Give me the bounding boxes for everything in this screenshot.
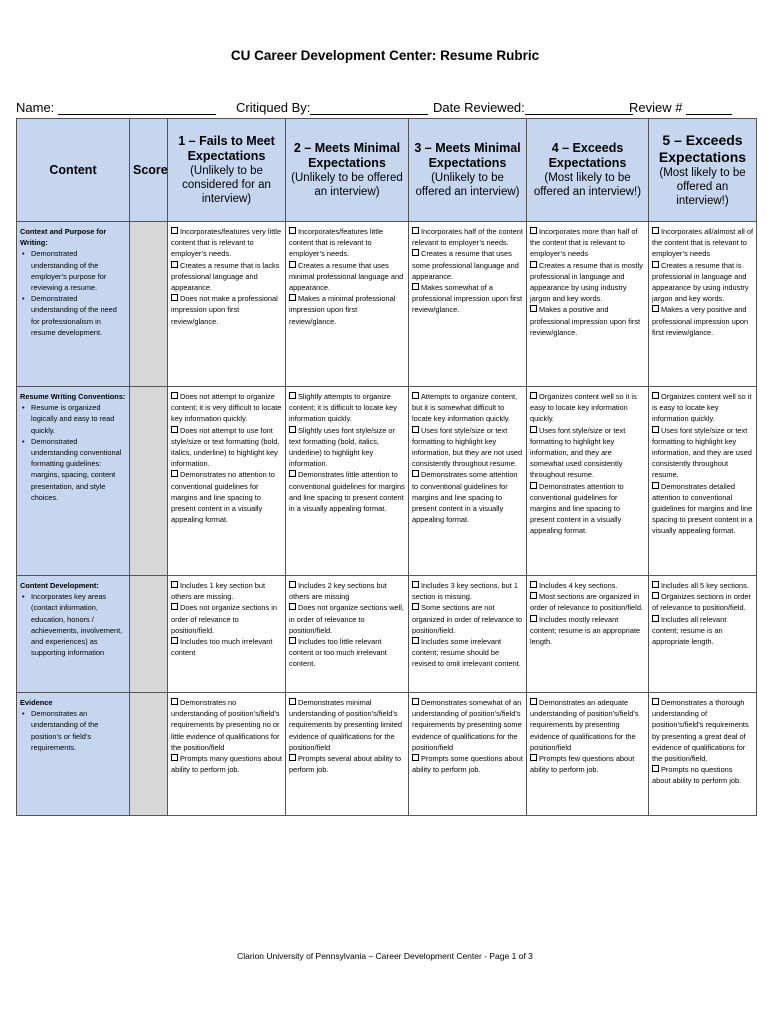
- criterion-points: [20, 402, 126, 503]
- checklist-item: [530, 591, 645, 613]
- checkbox-icon[interactable]: [171, 754, 178, 761]
- content-cell: [17, 576, 130, 693]
- level-4-cell: [527, 693, 649, 816]
- level-1-cell: [168, 693, 286, 816]
- checkbox-icon[interactable]: [412, 249, 419, 256]
- checklist-text: Demonstrates detailed attention to conventional guidelines for margins and line spacing to present content in a visually appealing format.: [652, 481, 753, 536]
- level-5-cell: [649, 387, 757, 576]
- checklist-text: Demonstrates a thorough understanding of position’s/field’s requirements by presenting a great deal of evidence of qualifications for the position/field.: [652, 698, 749, 764]
- checklist-item: [652, 580, 753, 591]
- rubric-row: [17, 387, 757, 576]
- level-3-cell: [409, 693, 527, 816]
- checkbox-icon[interactable]: [652, 305, 659, 312]
- level-subtitle: (Unlikely to be offered an interview): [415, 172, 520, 198]
- checklist-text: Demonstrates minimal understanding of position’s/field’s requirements by presenting limited evidence of qualifications for the position/field: [289, 698, 402, 752]
- checklist-text: Makes a positive and professional impression upon first review/glance.: [530, 305, 641, 337]
- checkbox-icon[interactable]: [412, 754, 419, 761]
- rubric-row: [17, 693, 757, 816]
- checklist-item: [530, 260, 645, 305]
- checklist-item: [652, 260, 753, 305]
- checklist-text: Incorporates/features very little content that is relevant to employer’s needs.: [171, 227, 282, 259]
- checkbox-icon[interactable]: [171, 227, 178, 234]
- checklist-item: [530, 580, 645, 591]
- checklist-item: [412, 602, 523, 636]
- level-5-header: [649, 119, 757, 222]
- checkbox-icon[interactable]: [652, 227, 659, 234]
- critiqued-label: Critiqued By:: [236, 100, 311, 115]
- checklist-text: Attempts to organize content, but it is somewhat difficult to locate key information quickly.: [412, 392, 518, 424]
- checklist-text: Uses font style/size or text formatting to highlight key information, and they are somewhat used consistently throughout resume.: [530, 425, 626, 480]
- checkbox-icon[interactable]: [652, 426, 659, 433]
- criterion-title: Resume Writing Conventions:: [20, 392, 126, 401]
- checkbox-icon[interactable]: [530, 581, 537, 588]
- checkbox-icon[interactable]: [530, 592, 537, 599]
- level-2-cell: [286, 222, 409, 387]
- level-4-cell: [527, 387, 649, 576]
- checkbox-icon[interactable]: [412, 581, 419, 588]
- criterion-title: Evidence: [20, 698, 53, 707]
- criterion-points: [20, 591, 126, 658]
- checklist-item: [289, 226, 405, 260]
- criterion-point: • Demonstrated understanding conventional formatting guidelines: margins, spacing, content presentation, and style choices.: [31, 436, 126, 503]
- checklist-text: Makes a very positive and professional impression upon first review/glance.: [652, 305, 749, 337]
- checklist-item: [412, 248, 523, 282]
- checklist-item: [412, 580, 523, 602]
- checklist-item: [530, 481, 645, 537]
- checklist-item: [652, 226, 753, 260]
- checkbox-icon[interactable]: [530, 754, 537, 761]
- checkbox-icon[interactable]: [652, 581, 659, 588]
- level-3-cell: [409, 222, 527, 387]
- checklist-text: Prompts several about ability to perform job.: [289, 754, 402, 775]
- checklist-text: Demonstrates attention to conventional guidelines for margins and line spacing to present content in a visually appealing format.: [530, 481, 624, 536]
- level-2-cell: [286, 387, 409, 576]
- checklist-item: [289, 697, 405, 753]
- checklist-item: [289, 425, 405, 470]
- checkbox-icon[interactable]: [652, 261, 659, 268]
- level-2-cell: [286, 693, 409, 816]
- checkbox-icon[interactable]: [289, 227, 296, 234]
- level-title: 3 – Meets Minimal Expectations: [414, 141, 521, 170]
- checkbox-icon[interactable]: [652, 765, 659, 772]
- checklist-text: Organizes sections in order of relevance to position/field.: [652, 592, 751, 613]
- checklist-item: [289, 469, 405, 514]
- level-3-cell: [409, 576, 527, 693]
- checkbox-icon[interactable]: [171, 392, 178, 399]
- level-5-cell: [649, 222, 757, 387]
- review-label: Review #: [629, 100, 683, 115]
- checklist-item: [171, 391, 282, 425]
- checklist-item: [530, 226, 645, 260]
- checklist-text: Demonstrates no understanding of position’s/field’s requirements by presenting no or little evidence of qualifications for the position/field: [171, 698, 280, 752]
- checkbox-icon[interactable]: [289, 470, 296, 477]
- checklist-item: [289, 391, 405, 425]
- level-5-cell: [649, 576, 757, 693]
- name-field[interactable]: [16, 100, 216, 115]
- criterion-title: Content Development:: [20, 581, 99, 590]
- checklist-text: Prompts many questions about ability to perform job.: [171, 754, 282, 775]
- checklist-text: Creates a resume that uses minimal professional language and appearance.: [289, 260, 404, 293]
- checklist-text: Does not organize sections in order of relevance to position/field.: [171, 603, 277, 635]
- checklist-text: Does not attempt to use font style/size or text formatting (bold, italics, underline) to highlight key information.: [171, 425, 280, 469]
- checkbox-icon[interactable]: [289, 581, 296, 588]
- checklist-item: [171, 425, 282, 470]
- level-2-cell: [286, 576, 409, 693]
- checkbox-icon[interactable]: [171, 698, 178, 705]
- checklist-text: Creates a resume that is lacks professional language and appearance.: [171, 260, 280, 293]
- checklist-item: [289, 580, 405, 602]
- checklist-text: Prompts some questions about ability to perform job.: [412, 754, 523, 775]
- review-blank[interactable]: [686, 101, 732, 115]
- checkbox-icon[interactable]: [289, 637, 296, 644]
- criterion-point: • Demonstrated understanding of the employer’s purpose for reviewing a resume.: [31, 248, 126, 293]
- checklist-item: [412, 282, 523, 316]
- level-title: 2 – Meets Minimal Expectations: [293, 141, 401, 170]
- checkbox-icon[interactable]: [289, 294, 296, 301]
- page-footer: Clarion University of Pennsylvania – Career Development Center - Page 1 of 3: [237, 951, 533, 961]
- checkbox-icon[interactable]: [171, 294, 178, 301]
- checklist-text: Slightly uses font style/size or text formatting (bold, italics, underline) to highlight key information.: [289, 425, 395, 469]
- checkbox-icon[interactable]: [652, 592, 659, 599]
- checklist-text: Does not organize sections well, in order of relevance to position/field.: [289, 603, 404, 635]
- level-1-header: [168, 119, 286, 222]
- checklist-item: [652, 425, 753, 481]
- checklist-text: Creates a resume that uses some professional language and appearance.: [412, 249, 519, 281]
- checklist-text: Includes 1 key section but others are missing.: [171, 581, 266, 602]
- checklist-text: Organizes content well so it is easy to locate key information quickly.: [652, 392, 752, 424]
- checklist-text: Includes too little relevant content or too much irrelevant content.: [289, 637, 387, 669]
- checklist-item: [652, 764, 753, 786]
- level-5-cell: [649, 693, 757, 816]
- content-cell: [17, 387, 130, 576]
- checklist-item: [412, 425, 523, 470]
- checklist-text: Makes a minimal professional impression upon first review/glance.: [289, 294, 396, 326]
- checklist-item: [289, 293, 405, 327]
- level-title: 4 – Exceeds Expectations: [548, 141, 627, 170]
- checkbox-icon[interactable]: [412, 603, 419, 610]
- checkbox-icon[interactable]: [171, 603, 178, 610]
- checkbox-icon[interactable]: [530, 305, 537, 312]
- checklist-text: Includes some irrelevant content; resume should be revised to omit irrelevant content.: [412, 637, 521, 669]
- checkbox-icon[interactable]: [530, 482, 537, 489]
- checklist-item: [530, 614, 645, 648]
- checkbox-icon[interactable]: [412, 392, 419, 399]
- level-3-header: [409, 119, 527, 222]
- score-cell[interactable]: [130, 576, 168, 693]
- checklist-item: [652, 304, 753, 338]
- criterion-point: • Incorporates key areas (contact information, education, honors / achievements, involvement, and experiences) as supporting information: [31, 591, 126, 658]
- checkbox-icon[interactable]: [171, 261, 178, 268]
- checkbox-icon[interactable]: [530, 261, 537, 268]
- checklist-item: [530, 425, 645, 481]
- criterion-point: • Demonstrates an understanding of the position’s or field’s requirements.: [31, 708, 126, 753]
- rubric-row: [17, 576, 757, 693]
- checklist-item: [652, 391, 753, 425]
- review-field[interactable]: [629, 100, 732, 115]
- name-blank[interactable]: [58, 101, 216, 115]
- checklist-text: Slightly attempts to organize content; it is difficult to locate key information quickly.: [289, 392, 397, 424]
- checklist-text: Incorporates/features little content that is relevant to employer’s needs.: [289, 227, 384, 259]
- score-cell[interactable]: [130, 387, 168, 576]
- checklist-item: [412, 697, 523, 753]
- checklist-text: Creates a resume that is mostly professional in language and appearance by using industry jargon and key words.: [530, 260, 643, 304]
- level-2-header: [286, 119, 409, 222]
- checklist-text: Demonstrates some attention to conventional guidelines for margins and line spacing to present content in a visually appealing format.: [412, 470, 518, 525]
- checkbox-icon[interactable]: [289, 261, 296, 268]
- checkbox-icon[interactable]: [171, 426, 178, 433]
- page-title: CU Career Development Center: Resume Rubric: [230, 48, 540, 63]
- checklist-item: [171, 753, 282, 775]
- checklist-item: [412, 391, 523, 425]
- checklist-text: Makes somewhat of a professional impression upon first review/glance.: [412, 283, 523, 315]
- checkbox-icon[interactable]: [652, 482, 659, 489]
- level-1-cell: [168, 387, 286, 576]
- level-subtitle: (Unlikely to be considered for an interview): [182, 165, 271, 205]
- checkbox-icon[interactable]: [171, 637, 178, 644]
- checklist-text: Includes too much irrelevant content: [171, 637, 273, 658]
- checklist-item: [412, 469, 523, 525]
- checklist-item: [289, 636, 405, 670]
- date-label: Date Reviewed:: [433, 100, 525, 115]
- checklist-item: [289, 602, 405, 636]
- checkbox-icon[interactable]: [530, 426, 537, 433]
- checklist-text: Creates a resume that is professional in language and appearance by using industry jargon and key words.: [652, 260, 749, 304]
- checkbox-icon[interactable]: [652, 615, 659, 622]
- checklist-text: Does not attempt to organize content; it is very difficult to locate key information quickly.: [171, 392, 282, 424]
- checklist-item: [652, 614, 753, 648]
- level-title: 1 – Fails to Meet Expectations: [178, 134, 275, 163]
- checklist-text: Demonstrates an adequate understanding of position’s/field’s requirements by presenting evidence of qualifications for the position/field: [530, 698, 639, 752]
- checklist-item: [171, 226, 282, 260]
- checklist-item: [289, 260, 405, 294]
- checkbox-icon[interactable]: [412, 283, 419, 290]
- level-4-header: [527, 119, 649, 222]
- checkbox-icon[interactable]: [530, 698, 537, 705]
- content-cell: [17, 693, 130, 816]
- checkbox-icon[interactable]: [171, 581, 178, 588]
- checklist-text: Includes all 5 key sections.: [661, 581, 749, 590]
- checklist-text: Organizes content well so it is easy to locate key information quickly.: [530, 392, 637, 424]
- checklist-text: Incorporates half of the content relevant to employer’s needs.: [412, 227, 523, 248]
- critiqued-field[interactable]: [236, 100, 428, 115]
- checklist-text: Most sections are organized in order of relevance to position/field.: [530, 592, 643, 613]
- checklist-item: [412, 226, 523, 248]
- checklist-text: Some sections are not organized in order of relevance to position/field.: [412, 603, 523, 635]
- checklist-text: Demonstrates somewhat of an understanding of position’s/field’s requirements by presenting some evidence of qualifications for the position/field: [412, 698, 522, 752]
- checklist-item: [171, 293, 282, 327]
- checkbox-icon[interactable]: [412, 426, 419, 433]
- level-4-cell: [527, 222, 649, 387]
- checklist-text: Includes 3 key sections, but 1 section is missing.: [412, 581, 518, 602]
- critiqued-blank[interactable]: [310, 101, 428, 115]
- checkbox-icon[interactable]: [412, 470, 419, 477]
- checklist-item: [289, 753, 405, 775]
- content-header: Content: [17, 119, 130, 222]
- checklist-item: [530, 391, 645, 425]
- level-1-cell: [168, 576, 286, 693]
- date-field[interactable]: [433, 100, 633, 115]
- checklist-item: [652, 591, 753, 613]
- checklist-text: Uses font style/size or text formatting to highlight key information, but they are not used consistently throughout resume.: [412, 425, 523, 469]
- checkbox-icon[interactable]: [289, 754, 296, 761]
- criterion-point: • Resume is organized logically and easy to read quickly.: [31, 402, 126, 436]
- score-header: Score: [130, 119, 168, 222]
- criterion-title: Context and Purpose for Writing:: [20, 227, 107, 248]
- checklist-item: [652, 481, 753, 537]
- criterion-points: [20, 248, 126, 338]
- checklist-text: Does not make a professional impression upon first review/glance.: [171, 294, 278, 326]
- checklist-text: Includes mostly relevant content; resume is an appropriate length.: [530, 614, 641, 647]
- checkbox-icon[interactable]: [412, 227, 419, 234]
- level-3-cell: [409, 387, 527, 576]
- checkbox-icon[interactable]: [289, 698, 296, 705]
- checklist-item: [171, 602, 282, 636]
- checkbox-icon[interactable]: [412, 698, 419, 705]
- checklist-item: [171, 469, 282, 525]
- checklist-item: [412, 636, 523, 670]
- criterion-points: [20, 708, 126, 753]
- checklist-text: Prompts few questions about ability to perform job.: [530, 754, 635, 775]
- score-cell[interactable]: [130, 222, 168, 387]
- level-title: 5 – Exceeds Expectations: [658, 132, 747, 165]
- checklist-item: [171, 580, 282, 602]
- checkbox-icon[interactable]: [289, 392, 296, 399]
- checklist-item: [171, 697, 282, 753]
- checklist-text: Uses font style/size or text formatting to highlight key information, and they are used consistently throughout resume.: [652, 425, 752, 480]
- checklist-item: [530, 697, 645, 753]
- checklist-text: Incorporates all/almost all of the content that is relevant to employer’s needs: [652, 227, 754, 259]
- checklist-item: [171, 636, 282, 658]
- level-subtitle: (Most likely to be offered an interview!): [533, 172, 642, 198]
- checkbox-icon[interactable]: [289, 603, 296, 610]
- level-1-cell: [168, 222, 286, 387]
- checkbox-icon[interactable]: [530, 227, 537, 234]
- checklist-text: Includes all relevant content; resume is an appropriate length.: [652, 614, 727, 647]
- checklist-text: Includes 4 key sections.: [539, 581, 618, 590]
- checklist-text: Demonstrates no attention to conventional guidelines for margins and line spacing to present content in a visually appealing format.: [171, 470, 275, 525]
- checkbox-icon[interactable]: [652, 392, 659, 399]
- checklist-text: Demonstrates little attention to conventional guidelines for margins and line spacing to present content in a visually appealing format.: [289, 470, 405, 514]
- rubric-table: [16, 118, 757, 816]
- checklist-text: Prompts no questions about ability to perform job.: [652, 765, 742, 786]
- level-4-cell: [527, 576, 649, 693]
- header-row: [17, 119, 757, 222]
- level-subtitle: (Most likely to be offered an interview!): [659, 167, 746, 207]
- level-subtitle: (Unlikely to be offered an interview): [291, 172, 403, 198]
- checklist-item: [412, 753, 523, 775]
- score-cell[interactable]: [130, 693, 168, 816]
- checklist-item: [652, 697, 753, 764]
- rubric-row: [17, 222, 757, 387]
- checklist-text: Incorporates more than half of the content that is relevant to employer’s needs: [530, 227, 638, 259]
- date-blank[interactable]: [525, 101, 633, 115]
- checkbox-icon[interactable]: [652, 698, 659, 705]
- checkbox-icon[interactable]: [289, 426, 296, 433]
- checkbox-icon[interactable]: [530, 392, 537, 399]
- checkbox-icon[interactable]: [171, 470, 178, 477]
- checklist-item: [530, 753, 645, 775]
- checkbox-icon[interactable]: [530, 615, 537, 622]
- criterion-point: • Demonstrated understanding of the need for professionalism in resume development.: [31, 293, 126, 338]
- checkbox-icon[interactable]: [412, 637, 419, 644]
- content-cell: [17, 222, 130, 387]
- checklist-item: [530, 304, 645, 338]
- checklist-item: [171, 260, 282, 294]
- name-label: Name:: [16, 100, 55, 115]
- checklist-text: Includes 2 key sections but others are missing: [289, 581, 387, 602]
